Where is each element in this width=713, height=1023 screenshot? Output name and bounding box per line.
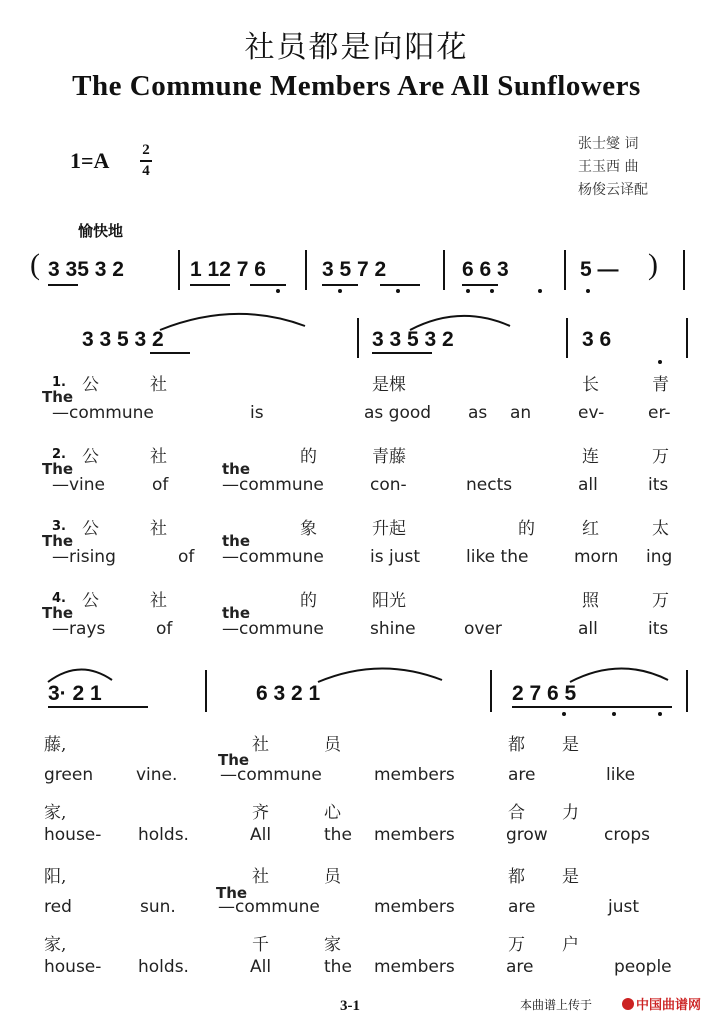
key-signature: 1=A xyxy=(70,148,110,173)
lyric-cn: 是 xyxy=(562,867,579,887)
lyric-en-article: The xyxy=(42,604,74,622)
credit-translator: 杨俊云译配 xyxy=(578,182,648,198)
lyric-en: con- xyxy=(370,475,407,495)
lyric-en: is just xyxy=(370,547,421,567)
slur xyxy=(410,316,510,330)
logo-icon xyxy=(622,998,634,1010)
lyric-cn: 社 xyxy=(252,867,269,887)
intro-open-paren: ( xyxy=(30,248,40,281)
lyric-en: ing xyxy=(646,547,673,567)
lyric-cn: 的 xyxy=(300,591,317,611)
lyric-cn: 户 xyxy=(562,935,579,955)
lyric-cn: 社 xyxy=(150,519,167,539)
lyric-en: the xyxy=(324,957,352,977)
lyric-en: —rays xyxy=(52,619,106,639)
slur xyxy=(570,668,668,682)
lyric-en: —commune xyxy=(222,475,324,495)
lyric-cn: 照 xyxy=(582,591,599,611)
lyric-cn: 万 xyxy=(652,447,669,467)
lyric-cn: 社 xyxy=(252,735,269,755)
lyric-cn: 员 xyxy=(324,735,341,755)
lyric-cn: 太 xyxy=(652,519,669,539)
lyric-cn: 员 xyxy=(324,867,341,887)
lyric-en: crops xyxy=(604,825,651,845)
lyric-cn: 是棵 xyxy=(372,375,406,395)
lyric-en: All xyxy=(250,825,272,845)
lyric-en: an xyxy=(510,403,532,423)
measure-4: 3· 2 1 xyxy=(48,682,102,705)
lyric-en-article: The xyxy=(42,532,74,550)
lyric-en: sun. xyxy=(140,897,176,917)
lyric-cn: 力 xyxy=(562,803,579,823)
lyric-en: grow xyxy=(506,825,548,845)
lyric-cn: 红 xyxy=(582,519,599,539)
time-signature-bottom: 4 xyxy=(142,163,150,179)
lyric-en: all xyxy=(578,619,598,639)
lyric-en: like xyxy=(606,765,636,785)
lyric-en: —commune xyxy=(52,403,154,423)
intro-measure-3: 3 5 7 2 xyxy=(322,258,387,281)
lyric-en-article: The xyxy=(42,460,74,478)
lyric-cn: 万 xyxy=(652,591,669,611)
measure-6: 2 7 6 5 xyxy=(512,682,577,705)
lyric-en: of xyxy=(156,619,173,639)
lyric-cn: 家, xyxy=(44,803,67,823)
lyric-en: members xyxy=(374,765,455,785)
song-title-english: The Commune Members Are All Sunflowers xyxy=(72,70,641,102)
lyric-en-article: The xyxy=(218,751,250,769)
lyric-en: green xyxy=(44,765,94,785)
intro-measure-1: 3 35 3 2 xyxy=(48,258,124,281)
lyric-en-article: the xyxy=(222,460,251,478)
tempo-marking: 愉快地 xyxy=(78,222,124,240)
credit-lyricist: 张士燮 词 xyxy=(578,136,639,152)
lyric-en: members xyxy=(374,825,455,845)
lyric-cn: 心 xyxy=(324,803,341,823)
measure-2: 3 3 5 3 2 xyxy=(372,328,454,351)
lyric-en-article: The xyxy=(42,388,74,406)
lyric-cn: 公 xyxy=(82,375,99,395)
lyric-en: like the xyxy=(466,547,529,567)
lyric-en: house- xyxy=(44,957,102,977)
upload-note: 本曲谱上传于 xyxy=(520,998,593,1012)
lyric-en: holds. xyxy=(138,957,189,977)
lyric-en: all xyxy=(578,475,598,495)
lyric-cn: 青 xyxy=(652,375,669,395)
intro-measure-2: 1 12 7 6 xyxy=(190,258,266,281)
time-signature-top: 2 xyxy=(142,142,150,158)
lyric-cn: 社 xyxy=(150,375,167,395)
verse-number: 1. xyxy=(52,375,66,390)
lyric-cn: 阳光 xyxy=(372,591,406,611)
lyric-en: morn xyxy=(574,547,619,567)
lyric-en-article: the xyxy=(222,532,251,550)
lyric-en-article: the xyxy=(222,604,251,622)
verse-number: 3. xyxy=(52,519,66,534)
lyric-cn: 齐 xyxy=(252,803,269,823)
lyric-cn: 是 xyxy=(562,735,579,755)
lyric-cn: 都 xyxy=(508,735,525,755)
slur xyxy=(318,668,442,682)
lyric-cn: 公 xyxy=(82,519,99,539)
lyric-cn: 象 xyxy=(300,519,317,539)
lyric-en: red xyxy=(44,897,72,917)
lyric-en: All xyxy=(250,957,272,977)
lyric-en: as good xyxy=(364,403,432,423)
lyric-en: just xyxy=(608,897,640,917)
lyric-en: of xyxy=(178,547,195,567)
lyric-cn: 社 xyxy=(150,591,167,611)
lyric-cn: 家, xyxy=(44,935,67,955)
lyric-en: holds. xyxy=(138,825,189,845)
lyric-en: house- xyxy=(44,825,102,845)
intro-close-paren: ) xyxy=(648,248,658,281)
lyric-en: are xyxy=(506,957,534,977)
lyric-en: ev- xyxy=(578,403,605,423)
lyric-en: nects xyxy=(466,475,513,495)
lyric-en: are xyxy=(508,765,536,785)
lyric-cn: 都 xyxy=(508,867,525,887)
lyric-cn: 公 xyxy=(82,447,99,467)
lyric-en: its xyxy=(648,619,669,639)
lyric-en: the xyxy=(324,825,352,845)
lyric-en: vine. xyxy=(136,765,178,785)
credit-composer: 王玉西 曲 xyxy=(578,159,639,175)
lyric-cn: 升起 xyxy=(372,519,406,539)
verse-number: 4. xyxy=(52,591,66,606)
lyric-en: —vine xyxy=(52,475,106,495)
intro-measure-5: 5 — xyxy=(580,258,619,281)
song-title-chinese: 社员都是向阳花 xyxy=(244,30,469,65)
measure-1: 3 3 5 3 2 xyxy=(82,328,164,351)
lyric-en: er- xyxy=(648,403,671,423)
lyric-en: are xyxy=(508,897,536,917)
lyric-en: —commune xyxy=(222,547,324,567)
lyric-en: is xyxy=(250,403,264,423)
lyric-cn: 公 xyxy=(82,591,99,611)
lyric-en: over xyxy=(464,619,502,639)
intro-measure-4: 6 6 3 xyxy=(462,258,509,281)
lyric-cn: 青藤 xyxy=(372,447,406,467)
measure-3: 3 6 xyxy=(582,328,612,351)
lyric-en: of xyxy=(152,475,169,495)
logo-text: 中国曲谱网 xyxy=(636,998,702,1013)
lyric-en: —commune xyxy=(220,765,322,785)
lyric-en: shine xyxy=(370,619,416,639)
lyric-cn: 的 xyxy=(300,447,317,467)
lyric-en: members xyxy=(374,957,455,977)
lyric-en: —commune xyxy=(222,619,324,639)
lyric-cn: 万 xyxy=(508,935,525,955)
lyric-cn: 藤, xyxy=(44,735,67,755)
lyric-cn: 合 xyxy=(508,803,525,823)
site-logo xyxy=(622,994,701,1013)
measure-5: 6 3 2 1 xyxy=(256,682,321,705)
lyric-cn: 家 xyxy=(324,935,341,955)
lyric-en-article: The xyxy=(216,884,248,902)
lyric-en: as xyxy=(468,403,488,423)
lyric-en: —commune xyxy=(218,897,320,917)
lyric-cn: 连 xyxy=(582,447,599,467)
page-number: 3-1 xyxy=(340,998,360,1014)
slur xyxy=(160,314,305,330)
lyric-en: members xyxy=(374,897,455,917)
lyric-en: people xyxy=(614,957,672,977)
lyric-en: its xyxy=(648,475,669,495)
lyric-cn: 长 xyxy=(582,375,599,395)
lyric-cn: 社 xyxy=(150,447,167,467)
lyric-en: —rising xyxy=(52,547,116,567)
verse-number: 2. xyxy=(52,447,66,462)
lyric-cn: 的 xyxy=(518,519,535,539)
slur xyxy=(48,669,112,682)
lyric-cn: 千 xyxy=(252,935,269,955)
lyric-cn: 阳, xyxy=(44,867,67,887)
